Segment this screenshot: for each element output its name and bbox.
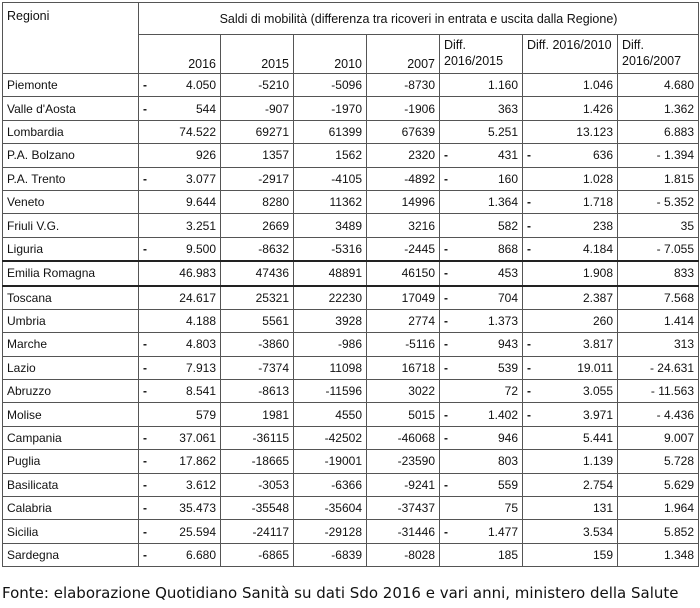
cell-diff-2016-2015-value: 431 [497,148,518,163]
cell-diff-2016-2010-value: 636 [592,148,613,163]
cell-diff-2016-2007: 4.680 [618,74,699,97]
cell-diff-2016-2010-value: 3.971 [582,407,613,422]
cell-diff-2016-2010 [523,450,618,473]
cell-diff-2016-2015 [440,403,523,426]
cell-2010: -4105 [294,167,367,190]
region-name-cell: Marche [3,333,139,356]
cell-2010: 61399 [294,120,367,143]
cell-2016 [139,403,221,426]
cell-2010: 3489 [294,214,367,237]
region-name-cell: Calabria [3,497,139,520]
cell-diff-2016-2015-value: 160 [497,171,518,186]
cell-2016-value: 4.050 [185,78,216,93]
table-row [3,97,699,120]
cell-2007: 16718 [367,356,440,379]
cell-2016 [139,426,221,449]
cell-diff-2016-2010 [523,214,618,237]
cell-2010: -6366 [294,473,367,496]
cell-2016 [139,97,221,120]
cell-diff-2016-2010-value: 1.908 [582,266,613,281]
cell-diff-2016-2007: 35 [618,214,699,237]
table-row [3,190,699,213]
table-row [3,309,699,332]
cell-2007: -37437 [367,497,440,520]
table-row [3,333,699,356]
cell-diff-2016-2010 [523,286,618,310]
mobility-table [2,2,699,567]
cell-diff-2016-2010 [523,426,618,449]
region-name-cell: Molise [3,403,139,426]
minus-sign: - [143,454,147,469]
cell-2015: 25321 [221,286,294,310]
cell-2015: -8613 [221,380,294,403]
minus-sign: - [444,360,448,375]
cell-2007: -2445 [367,237,440,261]
cell-2015: 47436 [221,261,294,285]
cell-diff-2016-2010 [523,74,618,97]
minus-sign: - [527,148,531,163]
cell-2016-value: 4.188 [185,314,216,329]
cell-2015: 1357 [221,144,294,167]
cell-diff-2016-2010-value: 238 [592,218,613,233]
region-name-cell: Sicilia [3,520,139,543]
cell-diff-2016-2010-value: 159 [592,548,613,562]
table-row [3,237,699,261]
col-header-diff-2016-2015: Diff. 2016/2015 [440,35,523,74]
region-name-cell: P.A. Bolzano [3,144,139,167]
cell-diff-2016-2015 [440,356,523,379]
cell-2015: 5561 [221,309,294,332]
table-title: Saldi di mobilità (differenza tra ricoveri in entrata e uscita dalla Regione) [139,3,699,35]
cell-diff-2016-2010 [523,167,618,190]
cell-diff-2016-2010 [523,403,618,426]
cell-diff-2016-2007: 1.414 [618,309,699,332]
cell-diff-2016-2007: - 5.352 [618,190,699,213]
region-name-cell: Lazio [3,356,139,379]
cell-2016-value: 24.617 [179,290,216,305]
cell-2010: 48891 [294,261,367,285]
cell-2016 [139,144,221,167]
cell-diff-2016-2015 [440,543,523,566]
cell-diff-2016-2015 [440,380,523,403]
cell-2015: -36115 [221,426,294,449]
cell-2016-value: 8.541 [185,384,216,399]
minus-sign: - [143,360,147,375]
cell-2015: -2917 [221,167,294,190]
cell-2007: -5116 [367,333,440,356]
cell-diff-2016-2010 [523,97,618,120]
table-row [3,286,699,310]
cell-2010: -29128 [294,520,367,543]
region-name-cell: Piemonte [3,74,139,97]
cell-diff-2016-2010 [523,333,618,356]
cell-diff-2016-2015 [440,144,523,167]
cell-diff-2016-2007: - 4.436 [618,403,699,426]
cell-2010: -35604 [294,497,367,520]
cell-diff-2016-2015-value: 943 [497,337,518,352]
cell-2016 [139,497,221,520]
cell-2016 [139,309,221,332]
table-row [3,261,699,285]
cell-2016 [139,450,221,473]
minus-sign: - [143,101,147,116]
cell-2015: 69271 [221,120,294,143]
cell-diff-2016-2010 [523,356,618,379]
table-row [3,450,699,473]
table-body [3,74,699,567]
cell-diff-2016-2015-value: 72 [504,384,518,399]
cell-diff-2016-2010-value: 260 [592,314,613,329]
col-header-2016: 2016 [139,35,221,74]
cell-2007: -8730 [367,74,440,97]
minus-sign: - [444,171,448,186]
cell-diff-2016-2010 [523,309,618,332]
cell-diff-2016-2010 [523,473,618,496]
cell-diff-2016-2015 [440,286,523,310]
cell-diff-2016-2015 [440,473,523,496]
cell-2015: -5210 [221,74,294,97]
table-row [3,144,699,167]
minus-sign: - [143,501,147,516]
cell-diff-2016-2015 [440,333,523,356]
cell-2007: -4892 [367,167,440,190]
header-row-top [3,3,699,35]
cell-diff-2016-2007: 5.629 [618,473,699,496]
cell-2007: -9241 [367,473,440,496]
cell-diff-2016-2007: 5.728 [618,450,699,473]
table-row [3,74,699,97]
cell-diff-2016-2010-value: 2.387 [582,290,613,305]
cell-2015: -7374 [221,356,294,379]
cell-diff-2016-2015-value: 582 [497,218,518,233]
cell-2015: -18665 [221,450,294,473]
cell-2007: -23590 [367,450,440,473]
cell-2010: 4550 [294,403,367,426]
cell-2010: 11362 [294,190,367,213]
table-row [3,120,699,143]
cell-diff-2016-2015-value: 363 [497,101,518,116]
cell-2010: 22230 [294,286,367,310]
minus-sign: - [444,241,448,256]
table-row [3,426,699,449]
cell-diff-2016-2015-value: 1.160 [487,78,518,93]
cell-2010: -5096 [294,74,367,97]
cell-2016 [139,214,221,237]
cell-diff-2016-2010-value: 5.441 [582,431,613,446]
region-name-cell: Umbria [3,309,139,332]
cell-diff-2016-2010-value: 13.123 [576,124,613,139]
col-header-2015: 2015 [221,35,294,74]
cell-2016-value: 926 [195,148,216,163]
cell-2016 [139,190,221,213]
cell-diff-2016-2015 [440,190,523,213]
cell-diff-2016-2010-value: 2.754 [582,477,613,492]
cell-diff-2016-2010 [523,190,618,213]
cell-2016-value: 25.594 [179,524,216,539]
cell-diff-2016-2015 [440,520,523,543]
cell-diff-2016-2007: 1.362 [618,97,699,120]
table-row [3,167,699,190]
table-row [3,543,699,566]
cell-2016 [139,520,221,543]
col-header-diff-2016-2007: Diff. 2016/2007 [618,35,699,74]
cell-diff-2016-2015 [440,167,523,190]
region-name-cell: Friuli V.G. [3,214,139,237]
cell-2015: -6865 [221,543,294,566]
minus-sign: - [143,78,147,93]
cell-diff-2016-2007: - 7.055 [618,237,699,261]
cell-2010: -19001 [294,450,367,473]
cell-diff-2016-2015-value: 5.251 [487,124,518,139]
cell-diff-2016-2010 [523,144,618,167]
cell-2016-value: 544 [195,101,216,116]
minus-sign: - [444,431,448,446]
minus-sign: - [143,384,147,399]
cell-2007: 46150 [367,261,440,285]
minus-sign: - [143,171,147,186]
cell-diff-2016-2015-value: 704 [497,290,518,305]
table-row [3,380,699,403]
cell-2016-value: 3.077 [185,171,216,186]
cell-2016-value: 9.644 [185,195,216,210]
col-header-2010: 2010 [294,35,367,74]
table-row [3,520,699,543]
cell-2015: -24117 [221,520,294,543]
cell-2016 [139,74,221,97]
minus-sign: - [527,407,531,422]
cell-diff-2016-2015 [440,214,523,237]
minus-sign: - [444,290,448,305]
cell-2016-value: 7.913 [185,360,216,375]
cell-diff-2016-2010 [523,543,618,566]
cell-2007: -8028 [367,543,440,566]
cell-diff-2016-2010-value: 1.718 [582,195,613,210]
cell-diff-2016-2015-value: 539 [497,360,518,375]
region-name-cell: P.A. Trento [3,167,139,190]
cell-diff-2016-2010-value: 1.046 [582,78,613,93]
cell-diff-2016-2015-value: 75 [504,501,518,516]
cell-diff-2016-2007: 833 [618,261,699,285]
cell-2016 [139,356,221,379]
cell-diff-2016-2010 [523,120,618,143]
cell-diff-2016-2007: 1.815 [618,167,699,190]
cell-diff-2016-2010-value: 3.055 [582,384,613,399]
cell-2015: -907 [221,97,294,120]
minus-sign: - [527,218,531,233]
cell-2016-value: 37.061 [179,431,216,446]
cell-2016-value: 35.473 [179,501,216,516]
cell-diff-2016-2010 [523,497,618,520]
minus-sign: - [143,337,147,352]
cell-diff-2016-2010 [523,380,618,403]
cell-2015: 8280 [221,190,294,213]
minus-sign: - [444,314,448,329]
source-footer: Fonte: elaborazione Quotidiano Sanità su dati Sdo 2016 e vari anni, ministero della Salute [2,584,679,602]
cell-diff-2016-2010-value: 1.139 [582,454,613,469]
cell-diff-2016-2010 [523,261,618,285]
col-header-diff-2016-2010: Diff. 2016/2010 [523,35,618,74]
region-name-cell: Basilicata [3,473,139,496]
minus-sign: - [143,431,147,446]
cell-diff-2016-2010-value: 4.184 [582,241,613,256]
cell-2007: 5015 [367,403,440,426]
cell-diff-2016-2015-value: 803 [497,454,518,469]
cell-2010: -986 [294,333,367,356]
col-header-2007: 2007 [367,35,440,74]
cell-2010: 11098 [294,356,367,379]
cell-diff-2016-2010-value: 131 [592,501,613,516]
cell-2016-value: 46.983 [179,266,216,281]
cell-diff-2016-2007: 1.964 [618,497,699,520]
cell-diff-2016-2015 [440,309,523,332]
cell-2015: -3053 [221,473,294,496]
cell-diff-2016-2015-value: 1.373 [487,314,518,329]
cell-diff-2016-2010 [523,237,618,261]
cell-diff-2016-2007: 7.568 [618,286,699,310]
region-name-cell: Toscana [3,286,139,310]
cell-2016-value: 3.251 [185,218,216,233]
region-name-cell: Valle d'Aosta [3,97,139,120]
cell-diff-2016-2010 [523,520,618,543]
cell-2016-value: 17.862 [179,454,216,469]
cell-diff-2016-2015 [440,450,523,473]
cell-2007: 2774 [367,309,440,332]
table-row [3,497,699,520]
cell-2016-value: 4.803 [185,337,216,352]
table-container [2,2,698,567]
cell-diff-2016-2007: 5.852 [618,520,699,543]
cell-2007: -1906 [367,97,440,120]
cell-2016-value: 6.680 [185,548,216,562]
minus-sign: - [444,407,448,422]
table-row [3,356,699,379]
cell-diff-2016-2015 [440,426,523,449]
cell-diff-2016-2015 [440,237,523,261]
cell-2007: 17049 [367,286,440,310]
cell-2016 [139,237,221,261]
cell-diff-2016-2015 [440,120,523,143]
minus-sign: - [444,477,448,492]
cell-diff-2016-2010-value: 3.817 [582,337,613,352]
cell-2016-value: 579 [195,407,216,422]
cell-2015: -8632 [221,237,294,261]
cell-2016 [139,473,221,496]
cell-diff-2016-2007: - 24.631 [618,356,699,379]
cell-diff-2016-2007: 6.883 [618,120,699,143]
regioni-header: Regioni [3,3,139,74]
cell-2016-value: 3.612 [185,477,216,492]
cell-diff-2016-2010-value: 3.534 [582,524,613,539]
cell-2007: 14996 [367,190,440,213]
cell-diff-2016-2015-value: 1.402 [487,407,518,422]
minus-sign: - [527,384,531,399]
minus-sign: - [444,266,448,281]
cell-2016 [139,543,221,566]
cell-2016 [139,286,221,310]
table-row [3,214,699,237]
region-name-cell: Liguria [3,237,139,261]
cell-diff-2016-2015 [440,261,523,285]
cell-diff-2016-2015-value: 946 [497,431,518,446]
cell-2016-value: 74.522 [179,124,216,139]
cell-2010: -42502 [294,426,367,449]
cell-diff-2016-2010-value: 1.028 [582,171,613,186]
minus-sign: - [143,524,147,539]
cell-diff-2016-2015-value: 1.477 [487,524,518,539]
cell-2015: -3860 [221,333,294,356]
cell-diff-2016-2007: 313 [618,333,699,356]
cell-diff-2016-2015 [440,74,523,97]
region-name-cell: Lombardia [3,120,139,143]
cell-2016 [139,333,221,356]
region-name-cell: Campania [3,426,139,449]
minus-sign: - [527,337,531,352]
cell-2016-value: 9.500 [185,241,216,256]
cell-diff-2016-2015-value: 1.364 [487,195,518,210]
cell-2015: 1981 [221,403,294,426]
cell-diff-2016-2007: - 1.394 [618,144,699,167]
cell-diff-2016-2015-value: 559 [497,477,518,492]
minus-sign: - [143,241,147,256]
cell-2007: 67639 [367,120,440,143]
cell-2010: -5316 [294,237,367,261]
cell-diff-2016-2015-value: 185 [497,548,518,562]
minus-sign: - [527,195,531,210]
cell-2007: -31446 [367,520,440,543]
region-name-cell: Puglia [3,450,139,473]
table-row [3,473,699,496]
cell-diff-2016-2007: - 11.563 [618,380,699,403]
cell-diff-2016-2007: 9.007 [618,426,699,449]
minus-sign: - [527,360,531,375]
cell-2016 [139,120,221,143]
cell-2016 [139,167,221,190]
cell-2015: -35548 [221,497,294,520]
cell-2010: -6839 [294,543,367,566]
region-name-cell: Sardegna [3,543,139,566]
cell-2010: -1970 [294,97,367,120]
region-name-cell: Veneto [3,190,139,213]
cell-diff-2016-2010-value: 1.426 [582,101,613,116]
minus-sign: - [143,477,147,492]
cell-diff-2016-2015-value: 453 [497,266,518,281]
cell-2016 [139,261,221,285]
minus-sign: - [527,241,531,256]
cell-2015: 2669 [221,214,294,237]
cell-diff-2016-2015 [440,97,523,120]
cell-2010: 3928 [294,309,367,332]
cell-diff-2016-2007: 1.348 [618,543,699,566]
minus-sign: - [143,548,147,562]
minus-sign: - [444,148,448,163]
table-row [3,403,699,426]
cell-2007: 3022 [367,380,440,403]
region-name-cell: Abruzzo [3,380,139,403]
minus-sign: - [444,337,448,352]
cell-2010: -11596 [294,380,367,403]
cell-2007: 3216 [367,214,440,237]
cell-2016 [139,380,221,403]
cell-2007: 2320 [367,144,440,167]
cell-diff-2016-2015-value: 868 [497,241,518,256]
cell-2010: 1562 [294,144,367,167]
cell-2007: -46068 [367,426,440,449]
minus-sign: - [444,524,448,539]
region-name-cell: Emilia Romagna [3,261,139,285]
cell-diff-2016-2010-value: 19.011 [577,360,613,375]
cell-diff-2016-2015 [440,497,523,520]
